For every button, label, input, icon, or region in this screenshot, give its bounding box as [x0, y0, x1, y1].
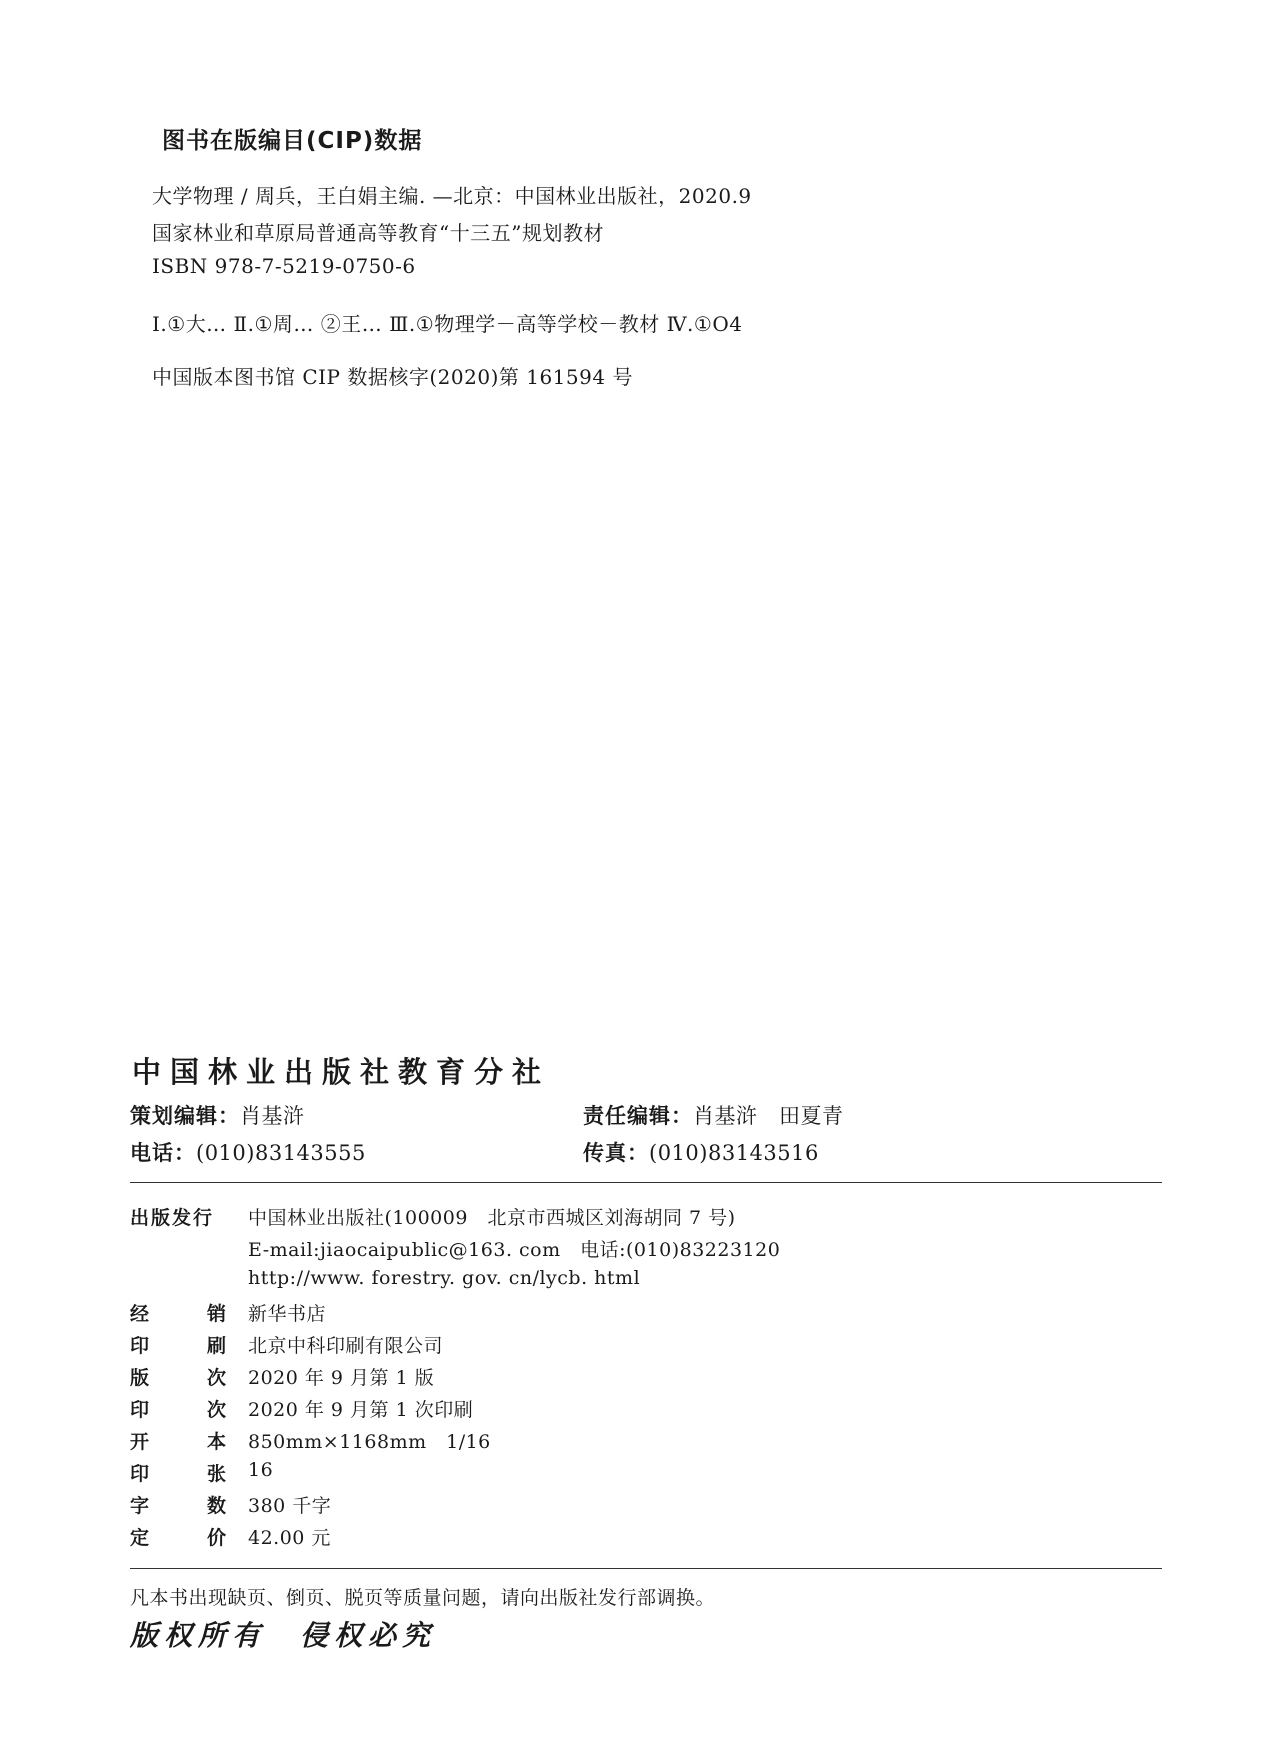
price-label: 定 价	[130, 1527, 226, 1549]
planning-editor-value: 肖基浒	[240, 1104, 305, 1128]
edition-value: 2020 年 9 月第 1 版	[248, 1367, 435, 1389]
cip-verification-number: 中国版本图书馆 CIP 数据核字(2020)第 161594 号	[152, 365, 633, 389]
edition-label: 版 次	[130, 1367, 226, 1389]
planning-editor-label: 策划编辑：	[130, 1104, 240, 1128]
fax-value: (010)83143516	[649, 1141, 819, 1165]
sheets-label: 印 张	[130, 1463, 226, 1485]
cip-bibliographic-line: 大学物理 / 周兵，王白娟主编. —北京：中国林业出版社，2020.9	[152, 184, 752, 208]
copyright-statement: 版权所有 侵权必究	[130, 1619, 437, 1652]
fax	[583, 1137, 819, 1167]
planning-editor	[130, 1100, 305, 1130]
quality-notice: 凡本书出现缺页、倒页、脱页等质量问题，请向出版社发行部调换。	[130, 1587, 716, 1609]
sheets-value: 16	[248, 1459, 274, 1481]
phone-label: 电话：	[130, 1141, 196, 1165]
cip-isbn: ISBN 978-7-5219-0750-6	[152, 254, 416, 278]
word-count-label: 字 数	[130, 1495, 226, 1517]
publish-email-phone: E-mail:jiaocaipublic@163. com 电话:(010)83223120	[248, 1239, 781, 1261]
cip-series-line: 国家林业和草原局普通高等教育“十三五”规划教材	[152, 221, 604, 245]
printer-value: 北京中科印刷有限公司	[248, 1335, 444, 1357]
cip-title: 图书在版编目(CIP)数据	[162, 128, 423, 154]
fax-label: 传真：	[583, 1141, 649, 1165]
divider-bottom	[130, 1568, 1162, 1569]
phone-value: (010)83143555	[196, 1141, 366, 1165]
format-label: 开 本	[130, 1431, 226, 1453]
word-count-value: 380 千字	[248, 1495, 332, 1517]
publish-distribute-label: 出版发行	[130, 1207, 215, 1229]
publisher-branch-name: 中国林业出版社教育分社	[132, 1055, 551, 1089]
printing-value: 2020 年 9 月第 1 次印刷	[248, 1399, 474, 1421]
phone	[130, 1137, 366, 1167]
publish-address: 中国林业出版社(100009 北京市西城区刘海胡同 7 号)	[248, 1207, 736, 1229]
responsible-editor-label: 责任编辑：	[583, 1104, 693, 1128]
format-value: 850mm×1168mm 1/16	[248, 1431, 491, 1453]
price-value: 42.00 元	[248, 1527, 331, 1549]
responsible-editor	[583, 1100, 844, 1130]
responsible-editor-value: 肖基浒 田夏青	[693, 1104, 844, 1128]
printing-label: 印 次	[130, 1399, 226, 1421]
cip-classification: Ⅰ.①大… Ⅱ.①周… ②王… Ⅲ.①物理学－高等学校－教材 Ⅳ.①O4	[152, 312, 743, 336]
distributor-label: 经 销	[130, 1303, 226, 1325]
distributor-value: 新华书店	[248, 1303, 327, 1325]
publish-website: http://www. forestry. gov. cn/lycb. html	[248, 1267, 641, 1289]
printer-label: 印 刷	[130, 1335, 226, 1357]
divider-top	[130, 1182, 1162, 1183]
